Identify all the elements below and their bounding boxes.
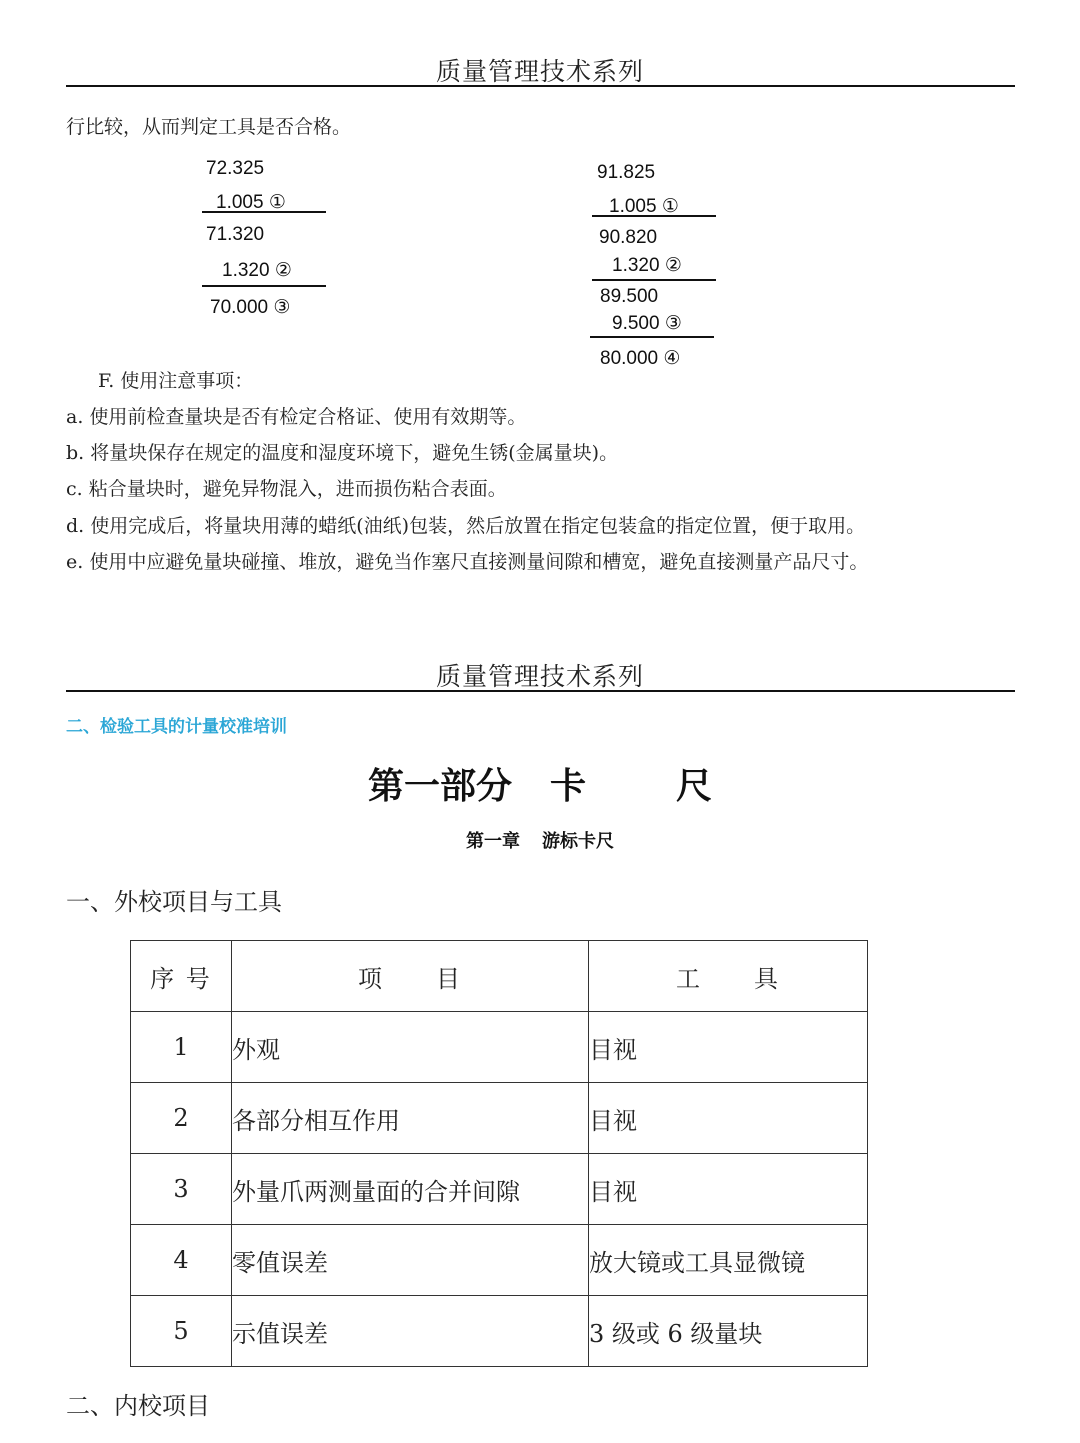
note-item: c. 粘合量块时，避免异物混入，进而损伤粘合表面。: [66, 478, 507, 500]
notes-heading: F. 使用注意事项：: [98, 370, 254, 392]
calc-left-line: 72.325: [206, 158, 265, 179]
part-title-a: 第一部分: [367, 766, 512, 807]
table-cell-index: 5: [131, 1296, 232, 1367]
calc-right-line: 80.000 ④: [600, 348, 681, 369]
page-header-title: 质量管理技术系列: [435, 57, 644, 86]
tools-table: [130, 940, 868, 1367]
calc-right-line: 89.500: [600, 286, 659, 307]
table-cell-tool: 目视: [589, 1012, 868, 1083]
table-cell-tool: 目视: [589, 1154, 868, 1225]
table-cell-tool: 3 级或 6 级量块: [589, 1296, 868, 1367]
calc-rule: [202, 211, 326, 213]
chapter-title-b: 游标卡尺: [542, 831, 614, 852]
table-row: [131, 1154, 868, 1225]
calc-rule: [592, 215, 716, 217]
table-cell-index: 3: [131, 1154, 232, 1225]
header-rule: [66, 690, 1015, 692]
table-cell-item: 各部分相互作用: [232, 1083, 589, 1154]
table-cell-item: 零值误差: [232, 1225, 589, 1296]
calc-left-line: 1.005 ①: [216, 192, 286, 213]
table-cell-index: 2: [131, 1083, 232, 1154]
calc-right-line: 1.320 ②: [612, 255, 682, 276]
page-header-title: 质量管理技术系列: [435, 662, 644, 691]
table-row: [131, 1083, 868, 1154]
table-cell-item: 外量爪两测量面的合并间隙: [232, 1154, 589, 1225]
table-row: [131, 1012, 868, 1083]
table-cell-item: 示值误差: [232, 1296, 589, 1367]
note-item: a. 使用前检查量块是否有检定合格证、使用有效期等。: [66, 406, 527, 428]
part-title: [0, 758, 1080, 809]
section-heading: 二、内校项目: [66, 1392, 210, 1420]
table-cell-tool: 目视: [589, 1083, 868, 1154]
table-header: 项 目: [232, 941, 589, 1012]
part-title-c: 尺: [676, 766, 713, 807]
table-row: [131, 1296, 868, 1367]
calc-rule: [202, 285, 326, 287]
calc-right-line: 9.500 ③: [612, 313, 682, 334]
table-cell-index: 1: [131, 1012, 232, 1083]
table-header-row: [131, 941, 868, 1012]
table-cell-tool: 放大镜或工具显微镜: [589, 1225, 868, 1296]
note-item: d. 使用完成后，将量块用薄的蜡纸(油纸)包装，然后放置在指定包装盒的指定位置，便于取用。: [66, 515, 866, 537]
calc-left-line: 70.000 ③: [210, 297, 291, 318]
header-rule: [66, 85, 1015, 87]
note-item: b. 将量块保存在规定的温度和湿度环境下，避免生锈(金属量块)。: [66, 442, 619, 464]
intro-text: 行比较，从而判定工具是否合格。: [66, 116, 352, 138]
section-heading: 一、外校项目与工具: [66, 888, 282, 916]
part-title-b: 卡: [549, 766, 586, 807]
section-link[interactable]: 二、检验工具的计量校准培训: [66, 717, 287, 736]
table-header: 工 具: [589, 941, 868, 1012]
table-cell-item: 外观: [232, 1012, 589, 1083]
calc-rule: [592, 279, 716, 281]
calc-right-line: 91.825: [597, 162, 656, 183]
chapter-title: [0, 827, 1080, 853]
chapter-title-a: 第一章: [466, 831, 520, 852]
calc-rule: [590, 336, 714, 338]
note-item: e. 使用中应避免量块碰撞、堆放，避免当作塞尺直接测量间隙和槽宽，避免直接测量产品尺寸。: [66, 551, 869, 573]
table-cell-index: 4: [131, 1225, 232, 1296]
table-row: [131, 1225, 868, 1296]
calc-left-line: 1.320 ②: [222, 260, 292, 281]
calc-left-line: 71.320: [206, 224, 265, 245]
calc-right-line: 1.005 ①: [609, 196, 679, 217]
calc-right-line: 90.820: [599, 227, 658, 248]
table-header: 序 号: [131, 941, 232, 1012]
